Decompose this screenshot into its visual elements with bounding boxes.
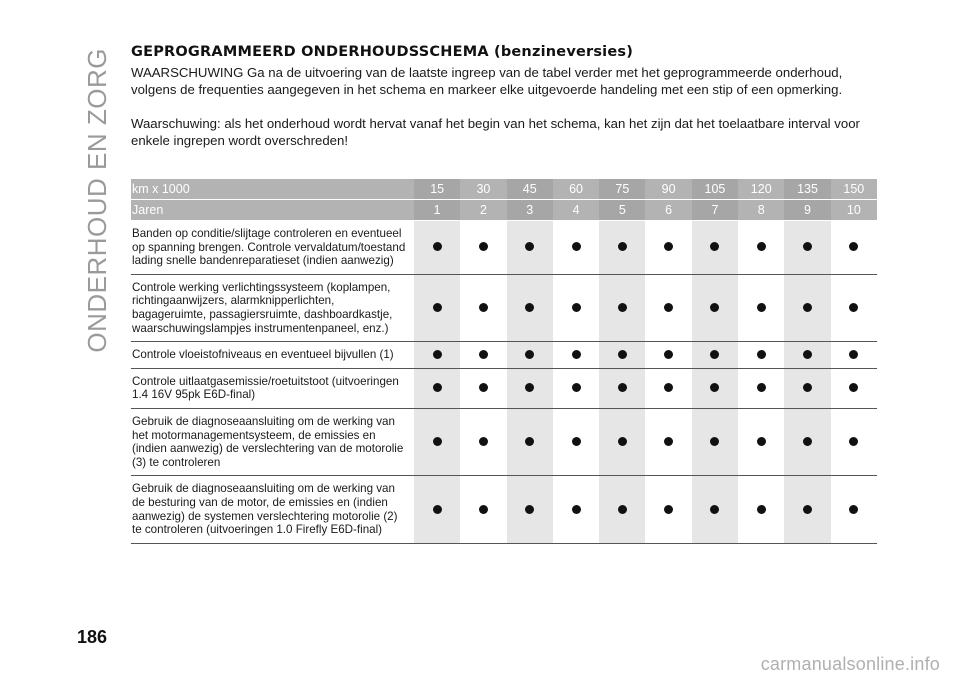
task-description: Controle uitlaatgasemissie/roetuitstoot (uitvoeringen 1.4 16V 95pk E6D-final) xyxy=(131,368,414,408)
bullet-dot-icon xyxy=(757,242,766,251)
schedule-cell xyxy=(599,368,645,408)
schedule-cell xyxy=(599,476,645,543)
bullet-dot-icon xyxy=(433,505,442,514)
bullet-dot-icon xyxy=(710,383,719,392)
bullet-dot-icon xyxy=(803,303,812,312)
schedule-cell xyxy=(831,368,877,408)
bullet-dot-icon xyxy=(618,437,627,446)
schedule-cell xyxy=(738,342,784,369)
schedule-cell xyxy=(692,221,738,275)
maintenance-schedule-table xyxy=(131,179,877,544)
schedule-cell xyxy=(738,221,784,275)
table-row xyxy=(131,342,877,369)
bullet-dot-icon xyxy=(525,437,534,446)
bullet-dot-icon xyxy=(479,437,488,446)
km-header-row-value: 45 xyxy=(507,179,553,200)
bullet-dot-icon xyxy=(479,350,488,359)
years-header-row-value: 3 xyxy=(507,200,553,221)
schedule-cell xyxy=(553,342,599,369)
section-side-title: ONDERHOUD EN ZORG xyxy=(82,48,112,353)
bullet-dot-icon xyxy=(757,383,766,392)
schedule-cell xyxy=(553,368,599,408)
km-header-row-value: 60 xyxy=(553,179,599,200)
bullet-dot-icon xyxy=(433,303,442,312)
schedule-cell xyxy=(692,342,738,369)
schedule-cell xyxy=(553,408,599,475)
bullet-dot-icon xyxy=(479,242,488,251)
bullet-dot-icon xyxy=(433,242,442,251)
years-header-row-label: Jaren xyxy=(131,200,414,221)
bullet-dot-icon xyxy=(572,303,581,312)
bullet-dot-icon xyxy=(664,437,673,446)
bullet-dot-icon xyxy=(849,505,858,514)
content xyxy=(131,44,877,149)
watermark[interactable]: carmanualsonline.info xyxy=(760,654,940,674)
schedule-cell xyxy=(831,342,877,369)
schedule-cell xyxy=(645,368,691,408)
years-header-row-value: 2 xyxy=(460,200,506,221)
km-header-row-value: 105 xyxy=(692,179,738,200)
schedule-cell xyxy=(645,408,691,475)
km-header-row-value: 90 xyxy=(645,179,691,200)
bullet-dot-icon xyxy=(710,505,719,514)
schedule-cell xyxy=(738,476,784,543)
schedule-cell xyxy=(599,342,645,369)
bullet-dot-icon xyxy=(525,505,534,514)
schedule-cell xyxy=(460,368,506,408)
schedule-cell xyxy=(645,342,691,369)
task-description: Gebruik de diagnoseaansluiting om de werking van de besturing van de motor, de emissies en (indien aanwezig) de systemen verslechtering motorolie (2) te controleren (uitvoeringen 1.0 Firefly E6D-final) xyxy=(131,476,414,543)
schedule-cell xyxy=(599,221,645,275)
schedule-cell xyxy=(645,221,691,275)
schedule-cell xyxy=(460,342,506,369)
schedule-cell xyxy=(414,342,460,369)
schedule-cell xyxy=(645,274,691,341)
bullet-dot-icon xyxy=(572,437,581,446)
bullet-dot-icon xyxy=(664,303,673,312)
task-description: Banden op conditie/slijtage controleren en eventueel op spanning brengen. Controle vervaldatum/toestand lading snelle bandenreparatieset (indien aanwezig) xyxy=(131,221,414,275)
bullet-dot-icon xyxy=(479,383,488,392)
bullet-dot-icon xyxy=(757,350,766,359)
bullet-dot-icon xyxy=(849,437,858,446)
years-header-row-value: 7 xyxy=(692,200,738,221)
schedule-cell xyxy=(831,476,877,543)
task-description: Controle werking verlichtingssysteem (koplampen, richtingaanwijzers, alarmknipperlichten, bagageruimte, passagiersruimte, dashboardkastje, waarschuwingslampjes instrumentenpaneel, enz.) xyxy=(131,274,414,341)
km-header-row-value: 150 xyxy=(831,179,877,200)
bullet-dot-icon xyxy=(664,383,673,392)
schedule-cell xyxy=(692,368,738,408)
bullet-dot-icon xyxy=(710,242,719,251)
bullet-dot-icon xyxy=(433,350,442,359)
page-number: 186 xyxy=(77,627,108,647)
bullet-dot-icon xyxy=(618,350,627,359)
schedule-cell xyxy=(738,408,784,475)
bullet-dot-icon xyxy=(525,383,534,392)
bullet-dot-icon xyxy=(757,303,766,312)
schedule-cell xyxy=(507,274,553,341)
bullet-dot-icon xyxy=(710,303,719,312)
bullet-dot-icon xyxy=(803,383,812,392)
bullet-dot-icon xyxy=(618,303,627,312)
years-header-row-value: 5 xyxy=(599,200,645,221)
schedule-cell xyxy=(692,408,738,475)
bullet-dot-icon xyxy=(618,383,627,392)
schedule-cell xyxy=(831,274,877,341)
schedule-cell xyxy=(738,274,784,341)
warning-paragraph: WAARSCHUWING Ga na de uitvoering van de laatste ingreep van de tabel verder met het geprogrammeerde onderhoud, volgens de frequenties aangegeven in het schema en markeer elke uitgevoerde handeling met een stip of een opmerking. xyxy=(131,65,843,97)
schedule-cell xyxy=(507,408,553,475)
schedule-cell xyxy=(507,368,553,408)
schedule-cell xyxy=(831,221,877,275)
years-header-row-value: 1 xyxy=(414,200,460,221)
bullet-dot-icon xyxy=(803,505,812,514)
bullet-dot-icon xyxy=(803,350,812,359)
schedule-cell xyxy=(553,221,599,275)
schedule-cell xyxy=(692,274,738,341)
schedule-cell xyxy=(692,476,738,543)
schedule-cell xyxy=(784,408,830,475)
schedule-cell xyxy=(460,476,506,543)
bullet-dot-icon xyxy=(849,383,858,392)
table-row xyxy=(131,476,877,543)
schedule-cell xyxy=(784,368,830,408)
task-description: Gebruik de diagnoseaansluiting om de werking van het motormanagementsysteem, de emissies en (indien aanwezig) de verslechtering van de motorolie (3) te controleren xyxy=(131,408,414,475)
schedule-cell xyxy=(553,476,599,543)
years-header-row-value: 10 xyxy=(831,200,877,221)
bullet-dot-icon xyxy=(664,350,673,359)
bullet-dot-icon xyxy=(757,505,766,514)
page-heading: GEPROGRAMMEERD ONDERHOUDSSCHEMA (benzineversies) xyxy=(131,44,634,60)
schedule-cell xyxy=(784,476,830,543)
task-description: Controle vloeistofniveaus en eventueel bijvullen (1) xyxy=(131,342,414,369)
schedule-cell xyxy=(784,221,830,275)
table-row xyxy=(131,408,877,475)
schedule-cell xyxy=(599,274,645,341)
bullet-dot-icon xyxy=(849,242,858,251)
bullet-dot-icon xyxy=(757,437,766,446)
bullet-dot-icon xyxy=(572,350,581,359)
km-header-row-value: 30 xyxy=(460,179,506,200)
table-row xyxy=(131,221,877,275)
schedule-cell xyxy=(460,274,506,341)
table-row xyxy=(131,368,877,408)
bullet-dot-icon xyxy=(525,350,534,359)
schedule-cell xyxy=(553,274,599,341)
bullet-dot-icon xyxy=(664,242,673,251)
years-header-row-value: 8 xyxy=(738,200,784,221)
bullet-dot-icon xyxy=(710,350,719,359)
km-header-row-value: 75 xyxy=(599,179,645,200)
bullet-dot-icon xyxy=(849,350,858,359)
schedule-cell xyxy=(784,274,830,341)
schedule-cell xyxy=(507,221,553,275)
bullet-dot-icon xyxy=(618,242,627,251)
schedule-cell xyxy=(460,408,506,475)
bullet-dot-icon xyxy=(803,242,812,251)
km-header-row-value: 15 xyxy=(414,179,460,200)
km-header-row-label: km x 1000 xyxy=(131,179,414,200)
bullet-dot-icon xyxy=(572,383,581,392)
bullet-dot-icon xyxy=(433,437,442,446)
bullet-dot-icon xyxy=(479,303,488,312)
schedule-cell xyxy=(414,476,460,543)
table-row xyxy=(131,274,877,341)
bullet-dot-icon xyxy=(433,383,442,392)
bullet-dot-icon xyxy=(710,437,719,446)
schedule-cell xyxy=(460,221,506,275)
bullet-dot-icon xyxy=(849,303,858,312)
schedule-cell xyxy=(831,408,877,475)
km-header-row-value: 135 xyxy=(784,179,830,200)
bullet-dot-icon xyxy=(572,505,581,514)
bullet-dot-icon xyxy=(572,242,581,251)
years-header-row xyxy=(131,200,877,221)
km-header-row-value: 120 xyxy=(738,179,784,200)
bullet-dot-icon xyxy=(664,505,673,514)
schedule-cell xyxy=(414,274,460,341)
bullet-dot-icon xyxy=(803,437,812,446)
years-header-row-value: 4 xyxy=(553,200,599,221)
schedule-cell xyxy=(414,368,460,408)
schedule-cell xyxy=(599,408,645,475)
bullet-dot-icon xyxy=(525,242,534,251)
schedule-cell xyxy=(645,476,691,543)
bullet-dot-icon xyxy=(479,505,488,514)
years-header-row-value: 6 xyxy=(645,200,691,221)
years-header-row-value: 9 xyxy=(784,200,830,221)
bullet-dot-icon xyxy=(618,505,627,514)
schedule-cell xyxy=(507,476,553,543)
schedule-cell xyxy=(507,342,553,369)
km-header-row xyxy=(131,179,877,200)
schedule-cell xyxy=(414,221,460,275)
note-paragraph: Waarschuwing: als het onderhoud wordt hervat vanaf het begin van het schema, kan het zijn dat het toelaatbare interval voor enkele ingrepen wordt overschreden! xyxy=(131,116,860,148)
schedule-cell xyxy=(414,408,460,475)
schedule-cell xyxy=(784,342,830,369)
schedule-cell xyxy=(738,368,784,408)
bullet-dot-icon xyxy=(525,303,534,312)
